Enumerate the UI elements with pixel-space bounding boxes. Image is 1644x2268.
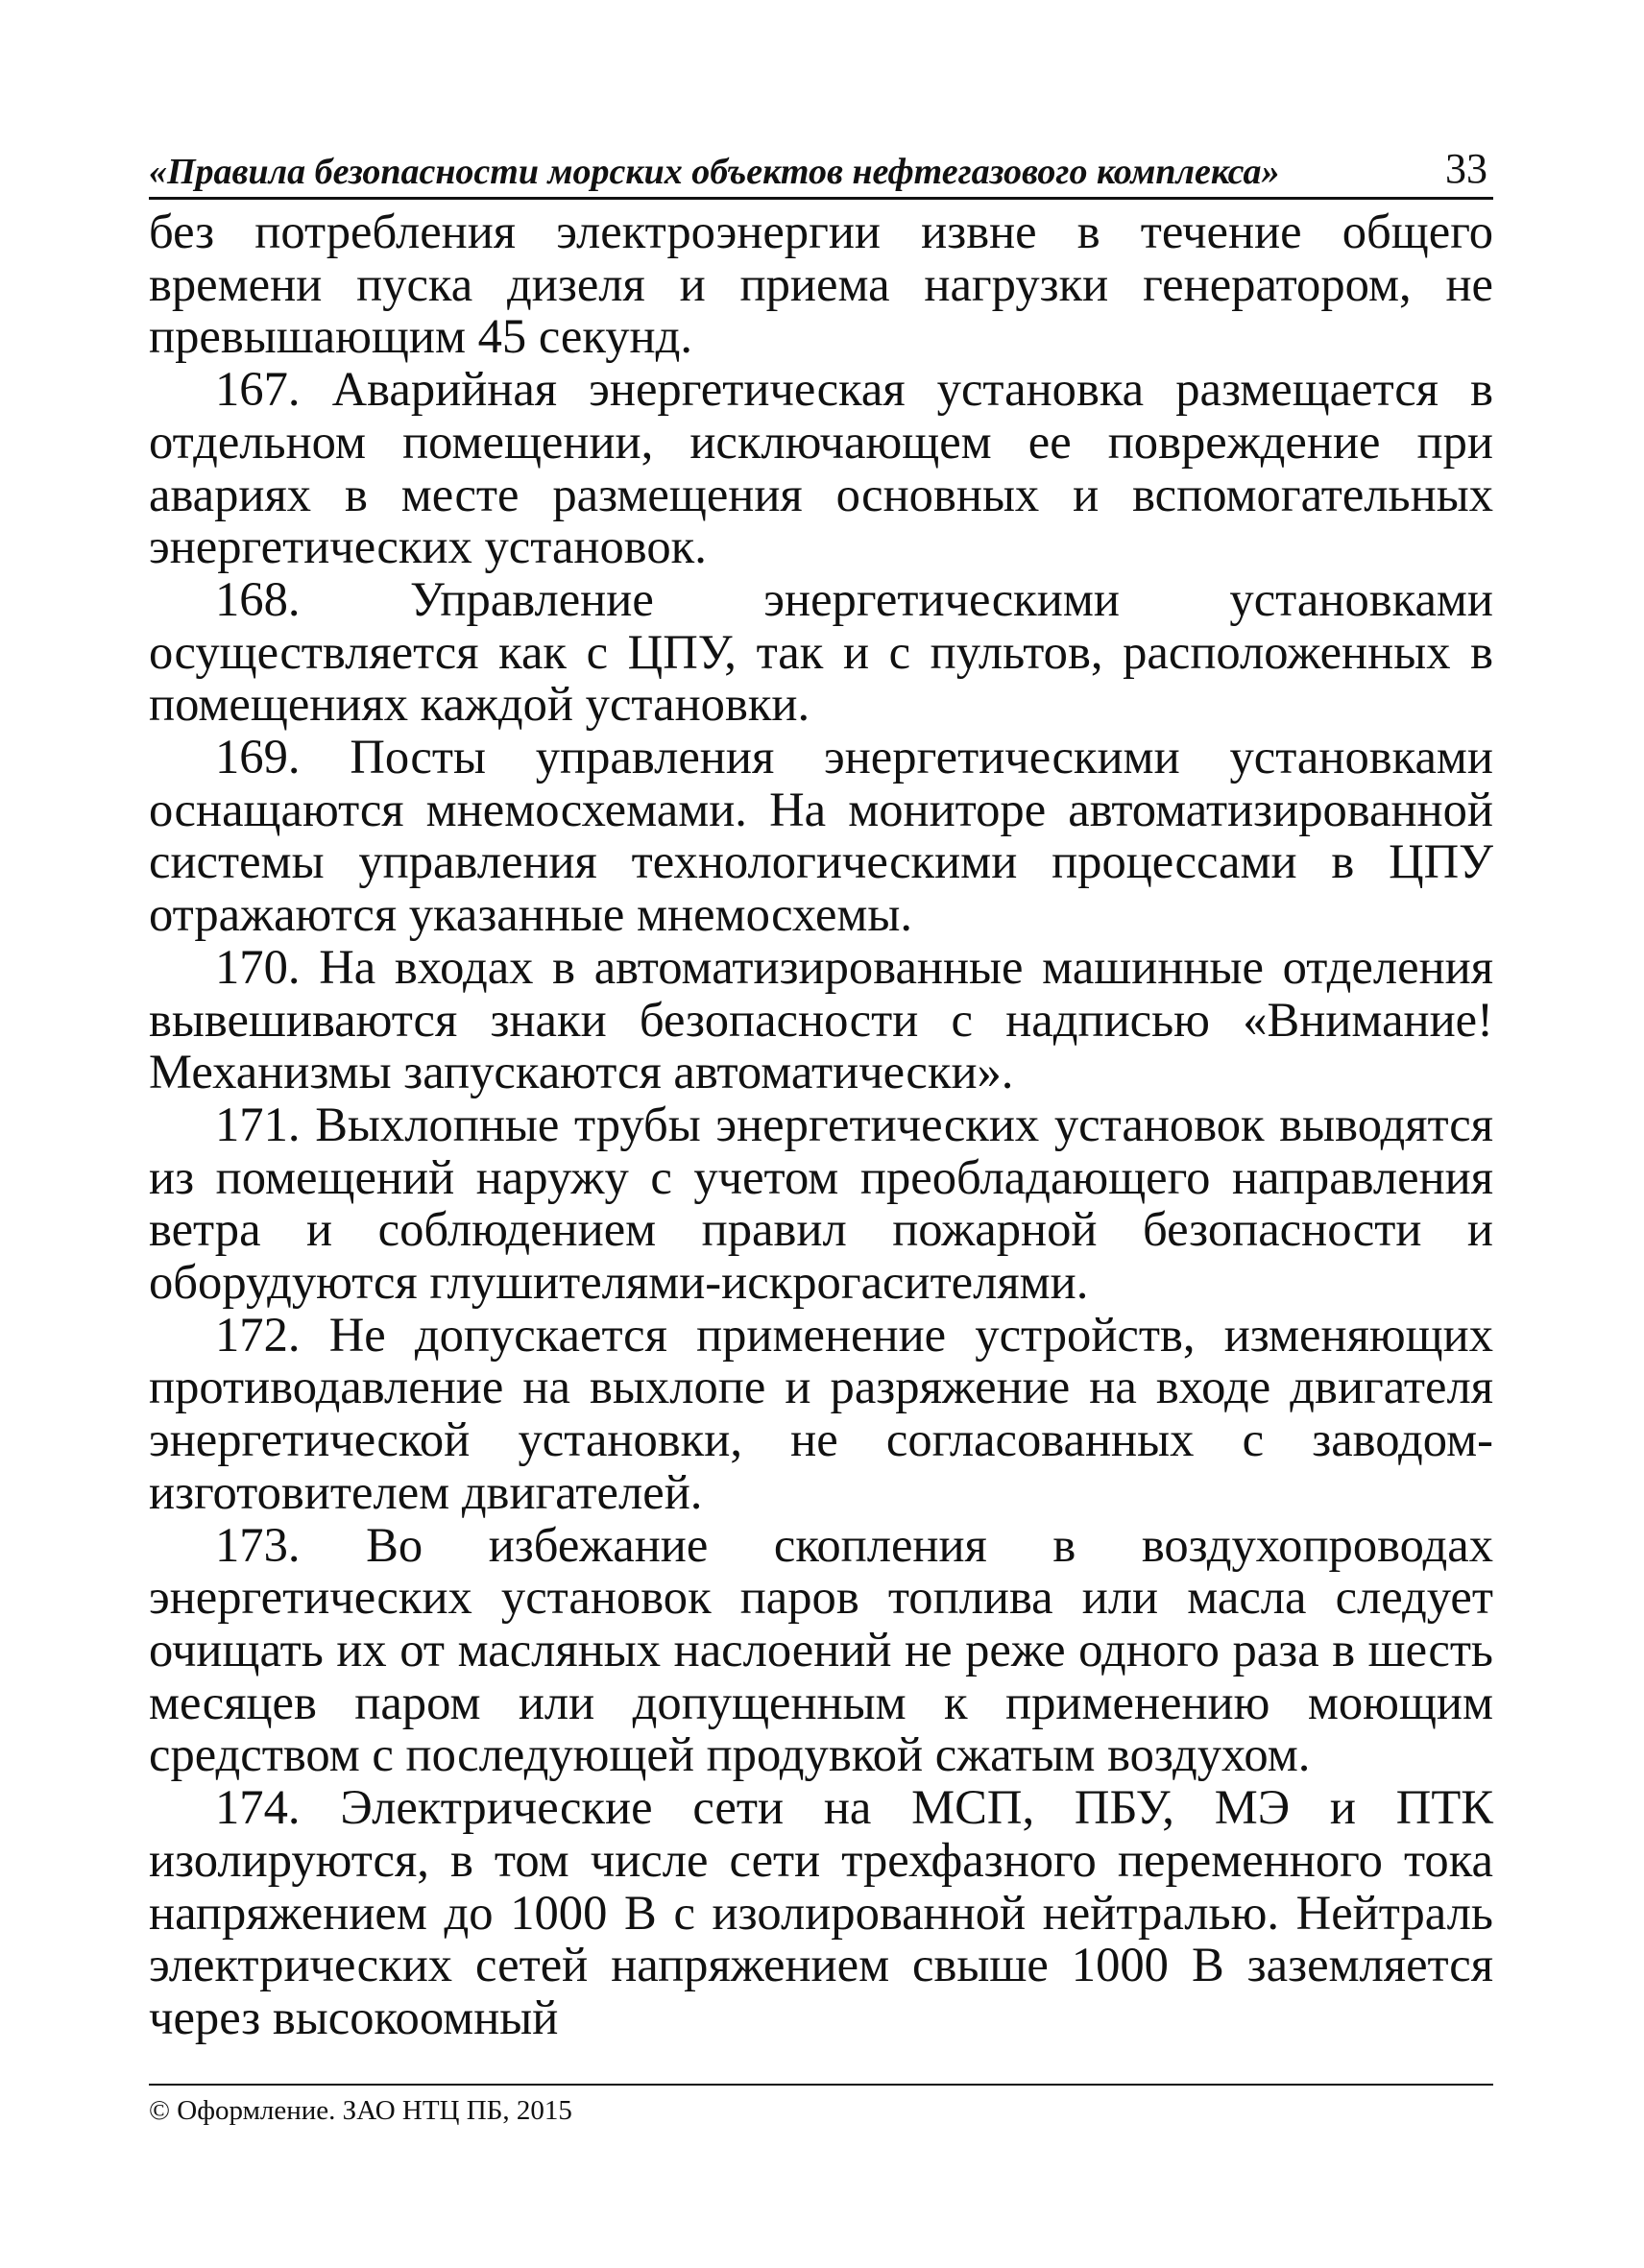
copyright-notice: © Оформление. ЗАО НТЦ ПБ, 2015 <box>149 2095 572 2126</box>
page <box>149 144 1493 2044</box>
paragraph-172: 172. Не допускается применение устройств, изменяющих противодавление на выхлопе и разряжение на входе двигателя энергетической установки, не согласованных с заводом-изготовителем двигателей. <box>149 1307 1493 1519</box>
paragraph-174: 174. Электрические сети на МСП, ПБУ, МЭ и ПТК изолируются, в том числе сети трехфазного переменного тока напряжением до 1000 В с изолированной нейтралью. Нейтраль электрических сетей напряжением свыше 1000 В заземляется через высокоомный <box>149 1780 1493 2044</box>
body-text <box>149 205 1493 2044</box>
paragraph-173: 173. Во избежание скопления в воздухопроводах энергетических установок паров топлива или масла следует очищать их от масляных наслоений не реже одного раза в шесть месяцев паром или допущенным к применению моющим средством с последующей продувкой сжатым воздухом. <box>149 1517 1493 1782</box>
paragraph-167: 167. Аварийная энергетическая установка размещается в отдельном помещении, исключающем ее повреждение при авариях в месте размещения основных и вспомогательных энергетических установок. <box>149 362 1493 574</box>
running-title: «Правила безопасности морских объектов нефтегазового комплекса» <box>149 152 1280 192</box>
footer <box>149 2084 1493 2127</box>
paragraph-170: 170. На входах в автоматизированные машинные отделения вывешиваются знаки безопасности с надписью «Внимание! Механизмы запускаются автоматически». <box>149 939 1493 1099</box>
paragraph-continuation: без потребления электроэнергии извне в течение общего времени пуска дизеля и приема нагрузки генератором, не превышающим 45 секунд. <box>149 205 1493 364</box>
page-number: 33 <box>1445 145 1487 192</box>
running-header <box>149 144 1493 200</box>
paragraph-168: 168. Управление энергетическими установками осуществляется как с ЦПУ, так и с пультов, расположенных в помещениях каждой установки. <box>149 571 1493 732</box>
paragraph-169: 169. Посты управления энергетическими установками оснащаются мнемосхемами. На мониторе автоматизированной системы управления технологическими процессами в ЦПУ отражаются указанные мнемосхемы. <box>149 730 1493 942</box>
paragraph-171: 171. Выхлопные трубы энергетических установок выводятся из помещений наружу с учетом преобладающего направления ветра и соблюдением правил пожарной безопасности и оборудуются глушителями-искрогасителями. <box>149 1097 1493 1310</box>
